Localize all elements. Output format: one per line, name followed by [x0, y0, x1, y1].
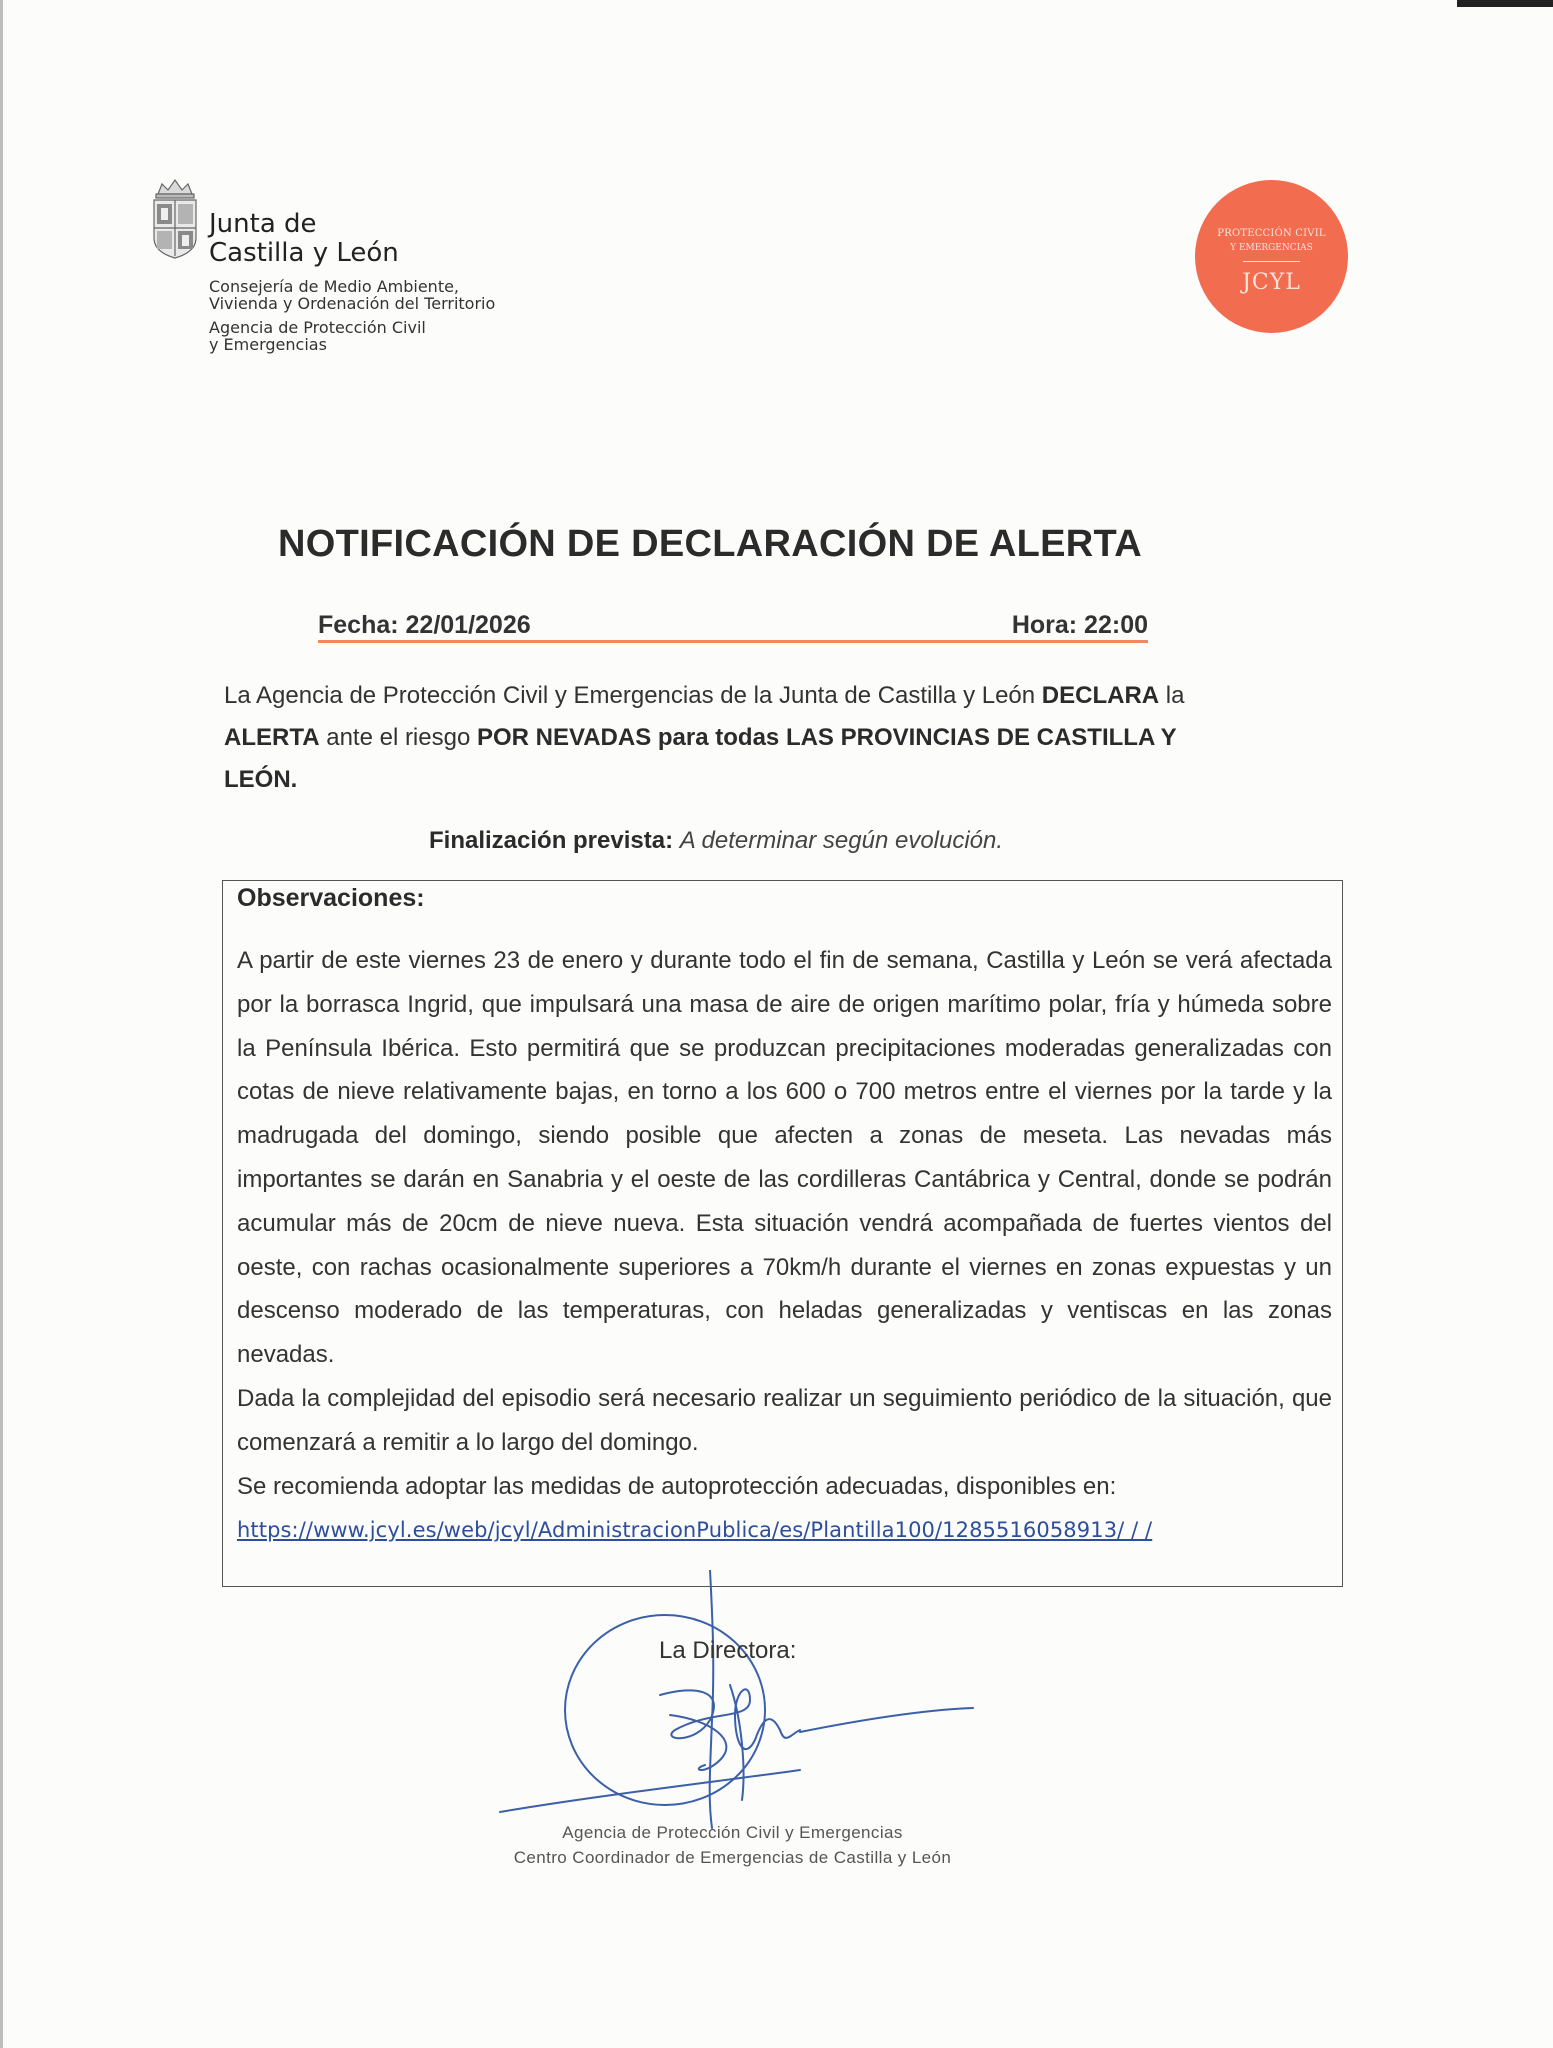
seal-line2: Y EMERGENCIAS [1230, 243, 1313, 253]
declaration-text-3: ante el riesgo [319, 724, 477, 751]
declaration-bold-3: POR NEVADAS para todas LAS PROVINCIAS DE CASTILLA Y LEÓN. [224, 724, 1177, 793]
recommendations-link[interactable]: https://www.jcyl.es/web/jcyl/AdministracionPublica/es/Plantilla100/1285516058913/ / / [237, 1518, 1153, 1543]
declaration-text-2: la [1159, 682, 1185, 709]
department-line2: Vivienda y Ordenación del Territorio [209, 294, 496, 313]
scan-corner-mark [1457, 0, 1553, 7]
observations-title: Observaciones: [237, 884, 425, 912]
coat-of-arms-icon [148, 178, 202, 270]
declaration-bold-2: ALERTA [224, 724, 320, 751]
agency-line1: Agencia de Protección Civil [209, 318, 426, 337]
handwritten-signature [480, 1570, 1000, 1830]
time-label: Hora: 22:00 [1011, 611, 1148, 639]
signature-label: La Directora: [659, 1637, 797, 1664]
org-name-line1: Junta de [209, 209, 317, 239]
observations-box [222, 880, 1343, 1587]
organization-block [209, 210, 495, 353]
observations-paragraph-1: A partir de este viernes 23 de enero y durante todo el fin de semana, Castilla y León se verá afectada por la borrasca Ingrid, que impulsará una masa de aire de origen marítimo polar, fría y húmeda sobre la Península Ibérica. Esto permitirá que se produzcan precipitaciones moderadas generalizadas con cotas de nieve relativamente bajas, en torno a los 600 o 700 metros entre el viernes por la tarde y la madrugada del domingo, siendo posible que afecten a zonas de meseta. Las nevadas más importantes se darán en Sanabria y el oeste de las cordilleras Cantábrica y Central, donde se podrán acumular más de 20cm de nieve nueva. Esta situación vendrá acompañada de fuertes vientos del oeste, con rachas ocasionalmente superiores a 70km/h durante el viernes en zonas expuestas y un descenso moderado de las temperaturas, con heladas generalizadas y ventiscas en las zonas nevadas. [237, 947, 1332, 1369]
civil-protection-seal [1195, 180, 1348, 333]
expected-end [429, 827, 1003, 855]
department-line1: Consejería de Medio Ambiente, [209, 277, 460, 296]
expected-end-label: Finalización prevista: [429, 827, 674, 854]
signature-footer-line1: Agencia de Protección Civil y Emergencias [562, 1823, 903, 1842]
seal-line3: JCYL [1242, 270, 1301, 295]
expected-end-value: A determinar según evolución. [679, 827, 1004, 854]
observations-paragraph-2: Dada la complejidad del episodio será necesario realizar un seguimiento periódico de la situación, que comenzará a remitir a lo largo del domingo. [237, 1384, 1332, 1456]
document-title: NOTIFICACIÓN DE DECLARACIÓN DE ALERTA [278, 523, 1142, 565]
observations-body [237, 939, 1332, 1553]
seal-divider [1243, 261, 1300, 262]
declaration-text-1: La Agencia de Protección Civil y Emergencias de la Junta de Castilla y León [224, 682, 1042, 709]
org-name-line2: Castilla y León [209, 238, 399, 268]
seal-line1: PROTECCIÓN CIVIL [1217, 228, 1326, 239]
scan-edge [0, 0, 3, 2048]
agency-line2: y Emergencias [209, 335, 327, 354]
declaration-paragraph [224, 675, 1244, 801]
declaration-bold-1: DECLARA [1041, 682, 1160, 709]
date-underline [318, 640, 1148, 643]
date-label: Fecha: 22/01/2026 [318, 611, 531, 639]
observations-paragraph-3: Se recomienda adoptar las medidas de autoprotección adecuadas, disponibles en: [237, 1472, 1117, 1500]
signature-footer-line2: Centro Coordinador de Emergencias de Castilla y León [513, 1848, 952, 1867]
